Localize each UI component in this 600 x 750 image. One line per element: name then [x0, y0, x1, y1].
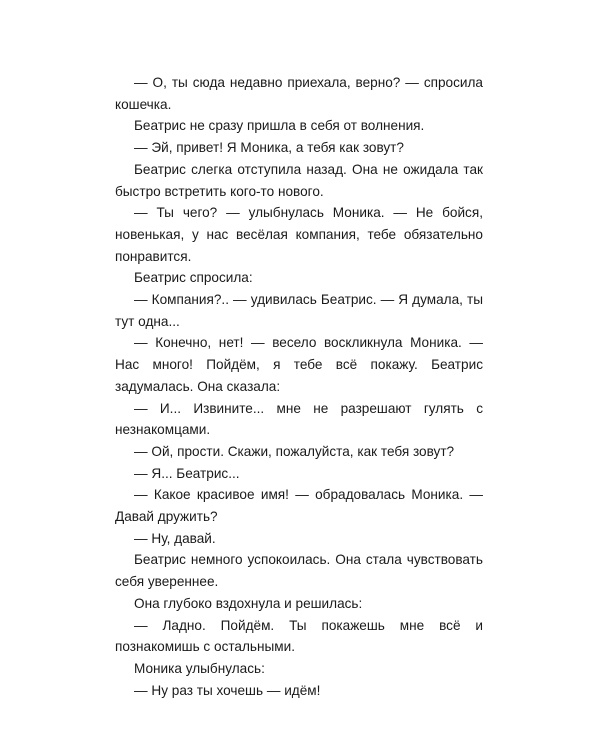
paragraph: — Ладно. Пойдём. Ты покажешь мне всё и познакомишь с остальными. [115, 617, 483, 655]
story-text [115, 72, 483, 701]
paragraph: — Ну, давай. [134, 530, 216, 546]
paragraph: — Ты чего? — улыбнулась Моника. — Не бойся, новенькая, у нас весёлая компания, тебе обязательно понравится. [115, 205, 483, 264]
paragraph: — Конечно, нет! — весело воскликнула Моника. — Нас много! Пойдём, я тебе всё покажу. Беатрис задумалась. Она сказала: [115, 335, 483, 394]
paragraph: Моника улыбнулась: [134, 660, 265, 676]
paragraph: Она глубоко вздохнула и решилась: [134, 595, 363, 611]
paragraph: Беатрис спросила: [134, 270, 253, 286]
paragraph: Беатрис не сразу пришла в себя от волнения. [134, 118, 425, 134]
paragraph: — Я... Беатрис... [134, 465, 240, 481]
paragraph: — И... Извините... мне не разрешают гулять с незнакомцами. [115, 400, 483, 438]
paragraph: Беатрис слегка отступила назад. Она не ожидала так быстро встретить кого-то нового. [115, 161, 483, 199]
paragraph: — О, ты сюда недавно приехала, верно? — спросила кошечка. [115, 75, 483, 112]
paragraph: — Ну раз ты хочешь — идём! [134, 682, 321, 698]
paragraph: Беатрис немного успокоилась. Она стала чувствовать себя увереннее. [115, 552, 483, 590]
paragraph: — Какое красивое имя! — обрадовалась Моника. — Давай дружить? [115, 487, 483, 525]
paragraph: — Компания?.. — удивилась Беатрис. — Я думала, ты тут одна... [115, 292, 483, 329]
paragraph: — Ой, прости. Скажи, пожалуйста, как тебя зовут? [134, 443, 455, 459]
paragraph: — Эй, привет! Я Моника, а тебя как зовут? [134, 140, 404, 156]
